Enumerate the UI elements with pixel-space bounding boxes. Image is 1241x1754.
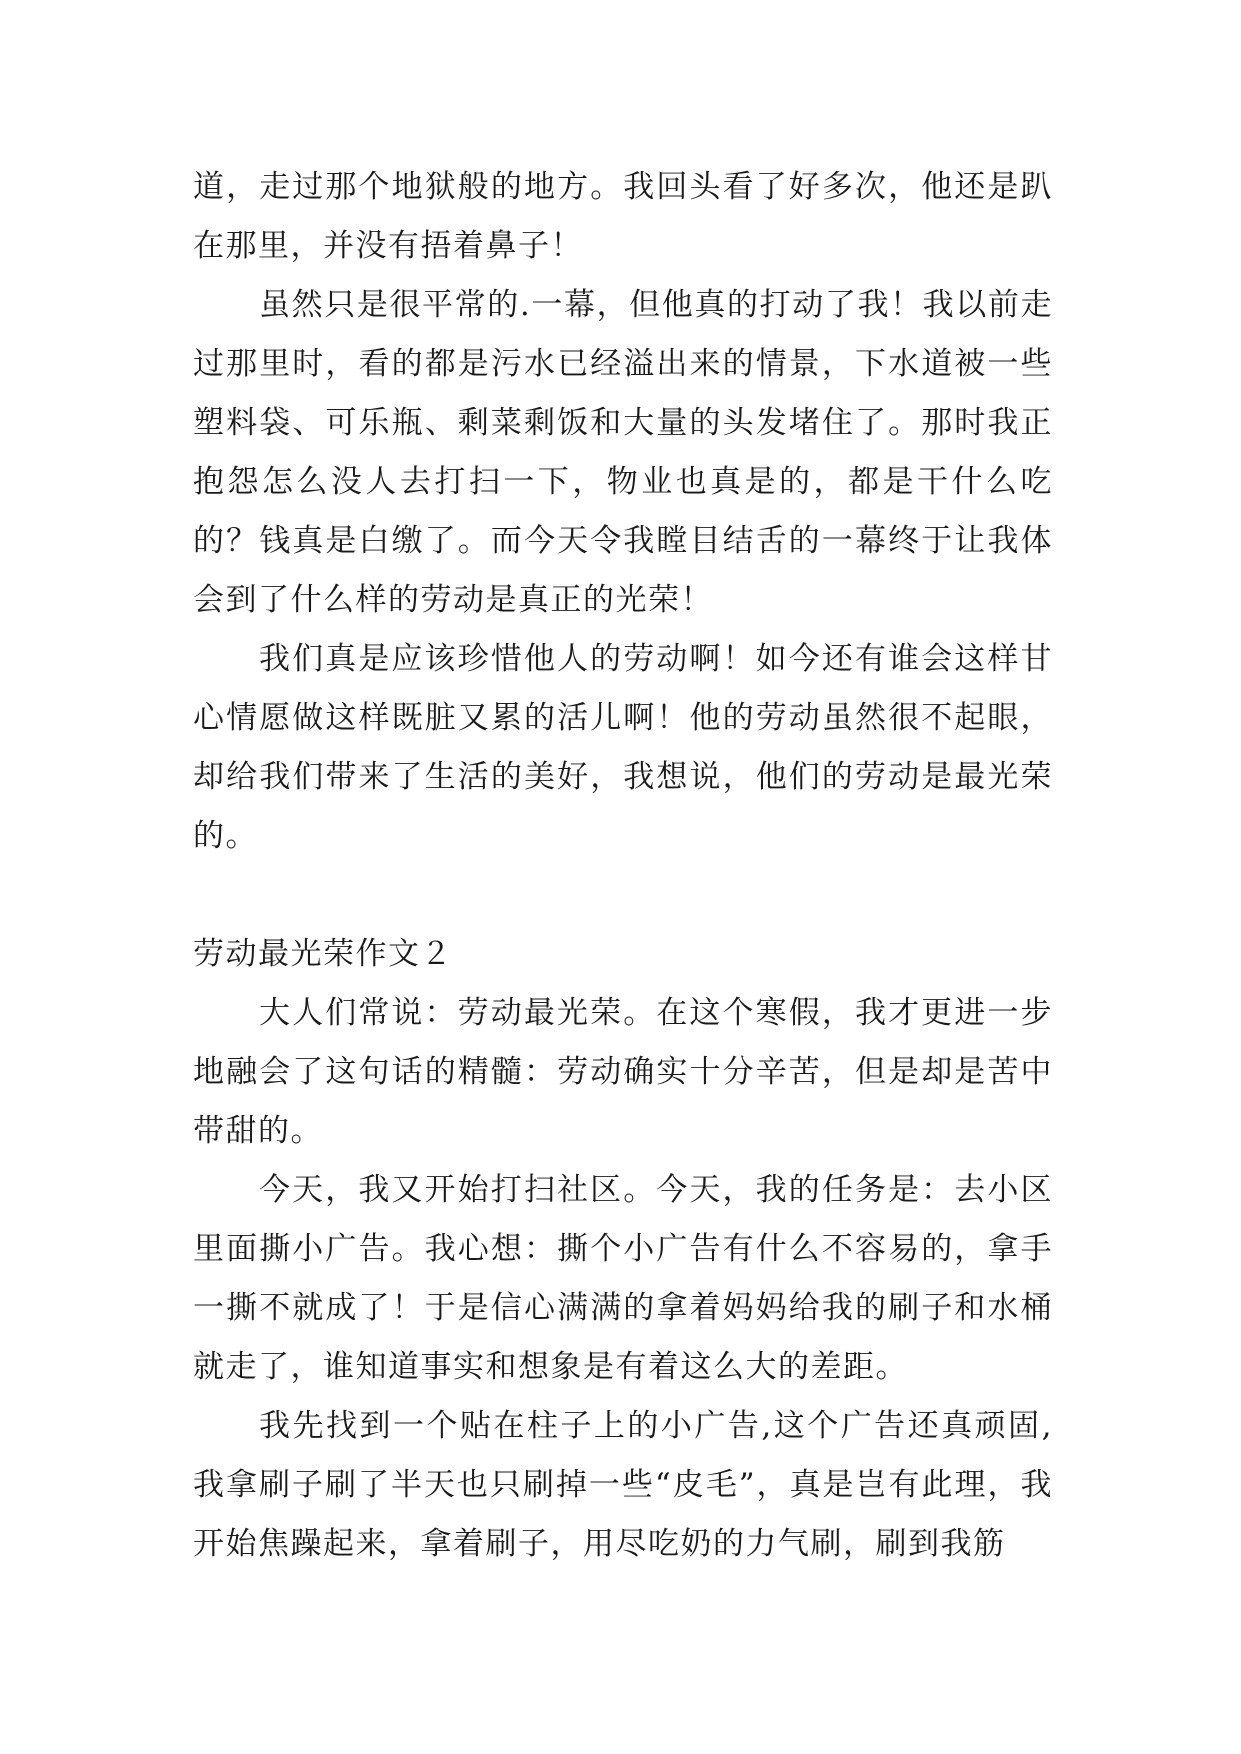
paragraph: 我们真是应该珍惜他人的劳动啊！如今还有谁会这样甘心情愿做这样既脏又累的活儿啊！他的劳动虽然很不起眼，却给我们带来了生活的美好，我想说，他们的劳动是最光荣的。 xyxy=(193,641,1053,854)
paragraph: 今天，我又开始打扫社区。今天，我的任务是：去小区里面撕小广告。我心想：撕个小广告有什么不容易的，拿手一撕不就成了！于是信心满满的拿着妈妈给我的刷子和水桶就走了，谁知道事实和想象是有着这么大的差距。 xyxy=(193,1172,1053,1385)
paragraph: 大人们常说：劳动最光荣。在这个寒假，我才更进一步地融会了这句话的精髓：劳动确实十分辛苦，但是却是苦中带甜的。 xyxy=(193,995,1053,1149)
paragraph: 虽然只是很平常的.一幕，但他真的打动了我！我以前走过那里时，看的都是污水已经溢出来的情景，下水道被一些塑料袋、可乐瓶、剩菜剩饭和大量的头发堵住了。那时我正抱怨怎么没人去打扫一下，物业也真是的，都是干什么吃的？钱真是白缴了。而今天令我瞠目结舌的一幕终于让我体会到了什么样的劳动是真正的光荣！ xyxy=(193,287,1053,618)
section-title: 劳动最光荣作文２ xyxy=(193,936,453,972)
paragraph: 我先找到一个贴在柱子上的小广告,这个广告还真顽固,我拿刷子刷了半天也只刷掉一些“皮毛”，真是岂有此理，我开始焦躁起来，拿着刷子，用尽吃奶的力气刷，刷到我筋 xyxy=(193,1408,1053,1562)
document-page xyxy=(193,158,1053,1574)
section-gap xyxy=(193,866,1053,925)
paragraph-continuation: 道，走过那个地狱般的地方。我回头看了好多次，他还是趴在那里，并没有捂着鼻子！ xyxy=(193,169,1053,264)
